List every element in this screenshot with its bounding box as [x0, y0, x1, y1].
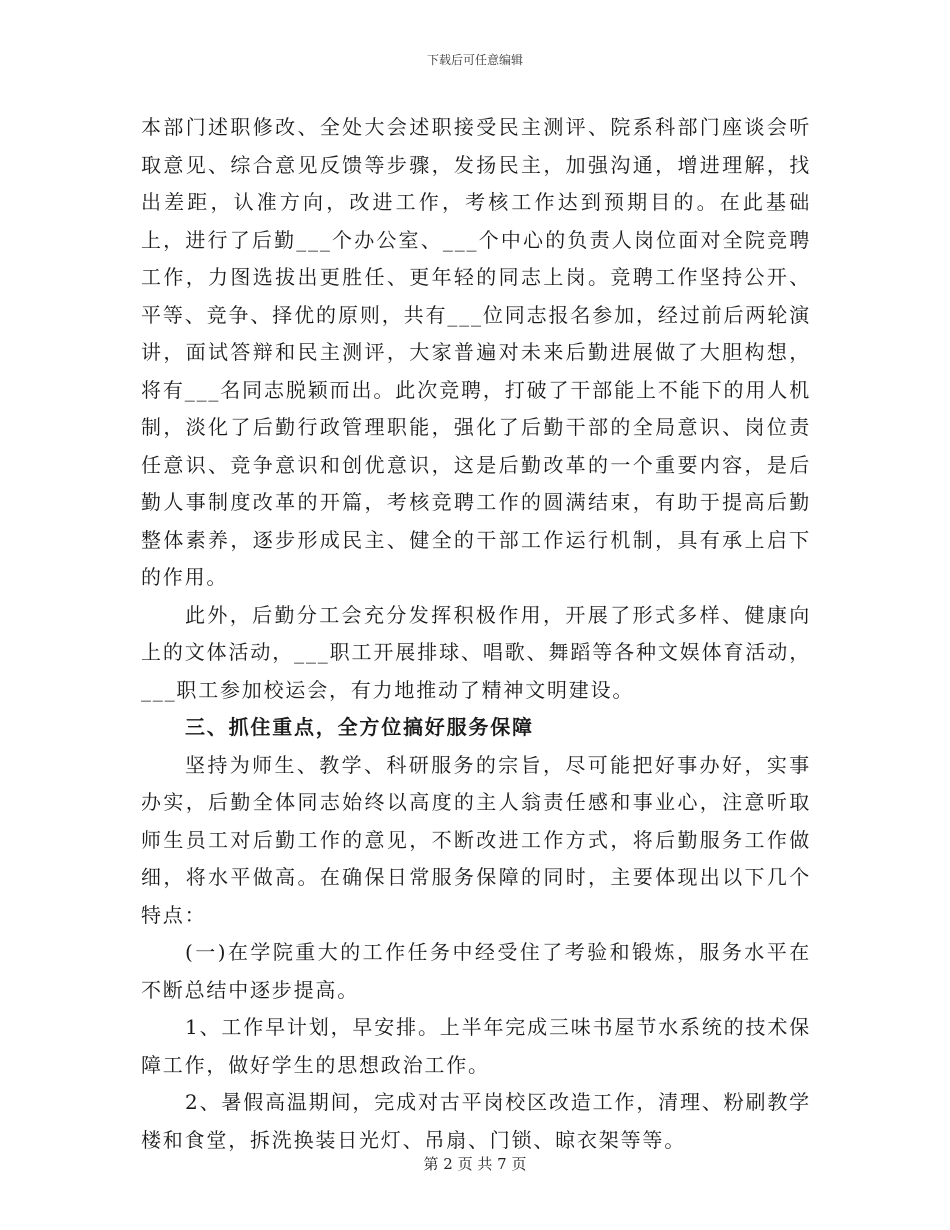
- paragraph-continuation: 本部门述职修改、全处大会述职接受民主测评、院系科部门座谈会听取意见、综合意见反馈等步骤，发扬民主，加强沟通，增进理解，找出差距，认准方向，改进工作，考核工作达到预期目的。在此基础上，进行了后勤___个办公室、___个中心的负责人岗位面对全院竞聘工作，力图选拔出更胜任、更年轻的同志上岗。竞聘工作坚持公开、平等、竞争、择优的原则，共有___位同志报名参加，经过前后两轮演讲，面试答辩和民主测评，大家普遍对未来后勤进展做了大胆构想，将有___名同志脱颖而出。此次竞聘，打破了干部能上不能下的用人机制，淡化了后勤行政管理职能，强化了后勤干部的全局意识、岗位责任意识、竞争意识和创优意识，这是后勤改革的一个重要内容，是后勤人事制度改革的开篇，考核竞聘工作的圆满结束，有助于提高后勤整体素养，逐步形成民主、健全的干部工作运行机制，具有承上启下的作用。: [141, 115, 811, 589]
- list-item-1: 1、工作早计划，早安排。上半年完成三味书屋节水系统的技术保障工作，做好学生的思想政治工作。: [141, 1015, 811, 1077]
- document-body: [141, 109, 811, 1159]
- page-number: 第 2 页 共 7 页: [423, 1155, 527, 1173]
- list-item-2: 2、暑假高温期间，完成对古平岗校区改造工作，清理、粉刷教学楼和食堂，拆洗换装日光灯、吊扇、门锁、晾衣架等等。: [141, 1090, 811, 1152]
- paragraph-service-purpose: 坚持为师生、教学、科研服务的宗旨，尽可能把好事办好，实事办实，后勤全体同志始终以高度的主人翁责任感和事业心，注意听取师生员工对后勤工作的意见，不断改进工作方式，将后勤服务工作做细，将水平做高。在确保日常服务保障的同时，主要体现出以下几个特点：: [141, 752, 811, 927]
- section-heading-3: 三、抓住重点，全方位搞好服务保障: [185, 715, 534, 739]
- page-header: 下载后可任意编辑: [426, 53, 523, 67]
- paragraph-subsection-1: (一)在学院重大的工作任务中经受住了考验和锻炼，服务水平在不断总结中逐步提高。: [141, 940, 811, 1002]
- paragraph-trade-union: 此外，后勤分工会充分发挥积极作用，开展了形式多样、健康向上的文体活动，___职工开展排球、唱歌、舞蹈等各种文娱体育活动，___职工参加校运会，有力地推动了精神文明建设。: [141, 602, 811, 702]
